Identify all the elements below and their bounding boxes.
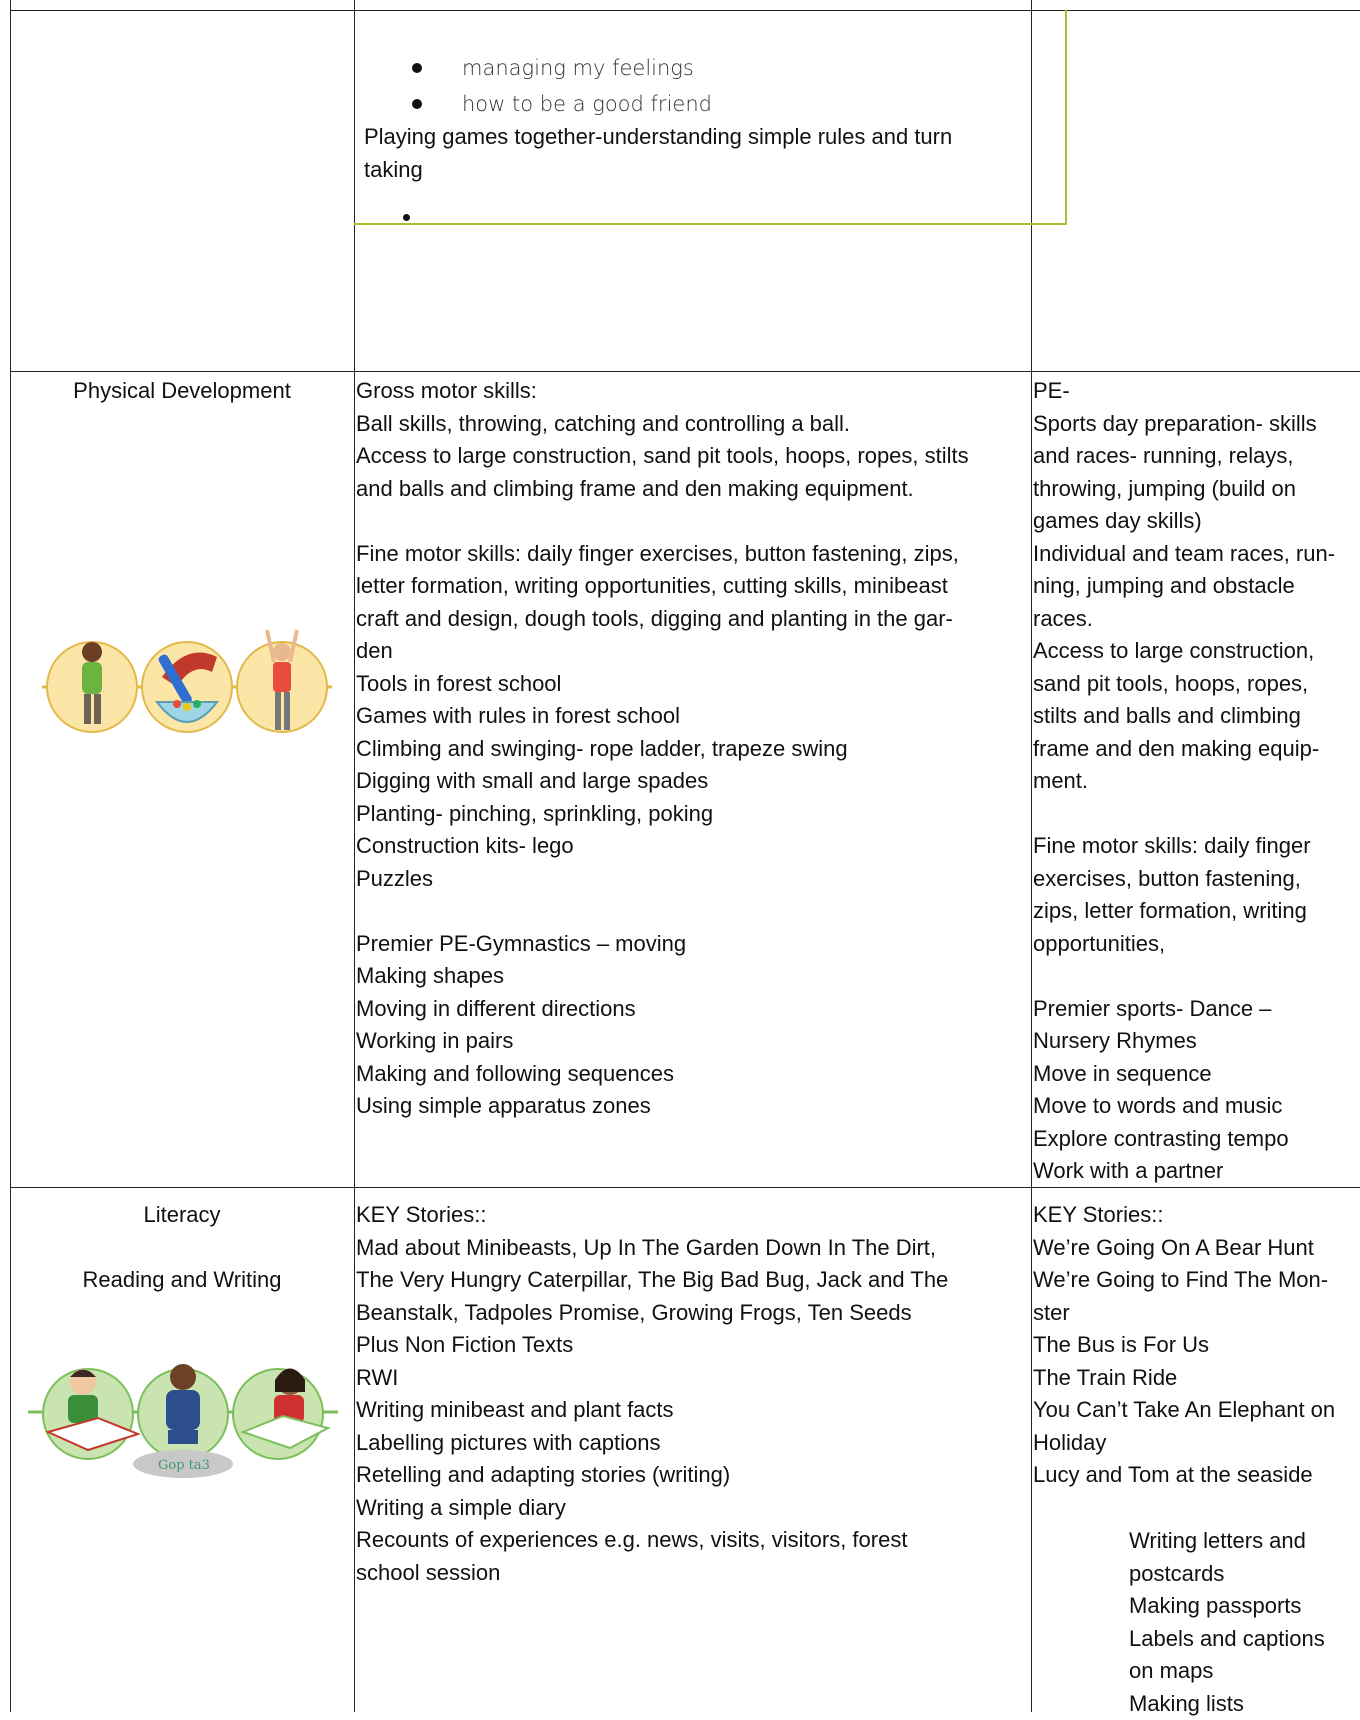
text-line bbox=[1033, 798, 1335, 831]
text-line: Labels and captions bbox=[1129, 1623, 1325, 1656]
literacy-col3-indented-list bbox=[1129, 1525, 1325, 1720]
empty-bullet-icon bbox=[403, 214, 410, 221]
list-item bbox=[412, 50, 712, 86]
physical-development-label: Physical Development bbox=[10, 375, 354, 408]
text-line: Games with rules in forest school bbox=[356, 700, 969, 733]
gross-motor-heading: Gross motor skills: bbox=[356, 375, 969, 408]
text-line: races. bbox=[1033, 603, 1335, 636]
bullet-icon bbox=[412, 99, 422, 109]
text-line: Writing minibeast and plant facts bbox=[356, 1394, 948, 1427]
text-line: taking bbox=[364, 154, 952, 187]
text-line: Access to large construction, sand pit tools, hoops, ropes, stilts bbox=[356, 440, 969, 473]
text-line: Beanstalk, Tadpoles Promise, Growing Frogs, Ten Seeds bbox=[356, 1297, 948, 1330]
text-line: Making shapes bbox=[356, 960, 969, 993]
text-line: Writing a simple diary bbox=[356, 1492, 948, 1525]
text-line: Mad about Minibeasts, Up In The Garden Down In The Dirt, bbox=[356, 1232, 948, 1265]
text-line: Ball skills, throwing, catching and controlling a ball. bbox=[356, 408, 969, 441]
bullet-icon bbox=[412, 63, 422, 73]
table-border-top bbox=[10, 10, 1360, 11]
text-line: Writing letters and bbox=[1129, 1525, 1325, 1558]
top-bullet-list bbox=[412, 50, 712, 122]
text-line: games day skills) bbox=[1033, 505, 1335, 538]
text-line: The Train Ride bbox=[1033, 1362, 1335, 1395]
physical-development-illustration bbox=[42, 622, 332, 752]
literacy-illustration bbox=[28, 1352, 338, 1492]
text-line: Holiday bbox=[1033, 1427, 1335, 1460]
reading-writing-label: Reading and Writing bbox=[10, 1264, 354, 1297]
text-line: Access to large construction, bbox=[1033, 635, 1335, 668]
text-line: Labelling pictures with captions bbox=[356, 1427, 948, 1460]
text-line: RWI bbox=[356, 1362, 948, 1395]
text-box-border-right bbox=[1065, 10, 1067, 225]
top-paragraph bbox=[364, 121, 952, 186]
text-line: Premier PE-Gymnastics – moving bbox=[356, 928, 969, 961]
text-line: Making and following sequences bbox=[356, 1058, 969, 1091]
text-line: ster bbox=[1033, 1297, 1335, 1330]
text-line: sand pit tools, hoops, ropes, bbox=[1033, 668, 1335, 701]
text-line: The Very Hungry Caterpillar, The Big Bad Bug, Jack and The bbox=[356, 1264, 948, 1297]
text-line: Nursery Rhymes bbox=[1033, 1025, 1335, 1058]
text-line: The Bus is For Us bbox=[1033, 1329, 1335, 1362]
text-line: Playing games together-understanding simple rules and turn bbox=[364, 121, 952, 154]
text-line: Digging with small and large spades bbox=[356, 765, 969, 798]
text-box-border-bottom bbox=[354, 223, 1067, 225]
text-line: We’re Going On A Bear Hunt bbox=[1033, 1232, 1335, 1265]
text-line: Tools in forest school bbox=[356, 668, 969, 701]
table-border-left bbox=[10, 0, 11, 1712]
text-line: PE- bbox=[1033, 375, 1335, 408]
text-line: and races- running, relays, bbox=[1033, 440, 1335, 473]
text-line: and balls and climbing frame and den making equipment. bbox=[356, 473, 969, 506]
text-line bbox=[356, 505, 969, 538]
text-line: KEY Stories:: bbox=[356, 1199, 948, 1232]
text-line: Move to words and music bbox=[1033, 1090, 1335, 1123]
text-line: frame and den making equip- bbox=[1033, 733, 1335, 766]
text-line: Moving in different directions bbox=[356, 993, 969, 1026]
text-line: postcards bbox=[1129, 1558, 1325, 1591]
text-line: Using simple apparatus zones bbox=[356, 1090, 969, 1123]
bullet-text: how to be a good friend bbox=[462, 88, 712, 121]
literacy-label: Literacy bbox=[10, 1199, 354, 1232]
text-line: opportunities, bbox=[1033, 928, 1335, 961]
text-line: Lucy and Tom at the seaside bbox=[1033, 1459, 1335, 1492]
text-line: Individual and team races, run- bbox=[1033, 538, 1335, 571]
text-line: stilts and balls and climbing bbox=[1033, 700, 1335, 733]
text-line: Plus Non Fiction Texts bbox=[356, 1329, 948, 1362]
table-border-col2 bbox=[354, 0, 355, 1712]
text-line bbox=[356, 895, 969, 928]
text-line: Climbing and swinging- rope ladder, trapeze swing bbox=[356, 733, 969, 766]
text-line: den bbox=[356, 635, 969, 668]
text-line: Making lists bbox=[1129, 1688, 1325, 1720]
text-line: Premier sports- Dance – bbox=[1033, 993, 1335, 1026]
text-line: throwing, jumping (build on bbox=[1033, 473, 1335, 506]
text-line: We’re Going to Find The Mon- bbox=[1033, 1264, 1335, 1297]
text-line: Explore contrasting tempo bbox=[1033, 1123, 1335, 1156]
physical-col3-text bbox=[1033, 375, 1335, 1188]
text-line: Recounts of experiences e.g. news, visits, visitors, forest bbox=[356, 1524, 948, 1557]
text-line: Fine motor skills: daily finger exercises, button fastening, zips, bbox=[356, 538, 969, 571]
physical-col2-lines bbox=[356, 408, 969, 1123]
text-line: Work with a partner bbox=[1033, 1155, 1335, 1188]
text-line: on maps bbox=[1129, 1655, 1325, 1688]
list-item bbox=[412, 86, 712, 122]
board-text: Gop ta3 bbox=[158, 1458, 210, 1473]
table-border-col3 bbox=[1031, 0, 1032, 1712]
text-line: Retelling and adapting stories (writing) bbox=[356, 1459, 948, 1492]
text-line: Sports day preparation- skills bbox=[1033, 408, 1335, 441]
literacy-col2-text bbox=[356, 1199, 948, 1589]
text-line: school session bbox=[356, 1557, 948, 1590]
text-line: craft and design, dough tools, digging and planting in the gar- bbox=[356, 603, 969, 636]
text-line: Making passports bbox=[1129, 1590, 1325, 1623]
text-line: Puzzles bbox=[356, 863, 969, 896]
text-line: Construction kits- lego bbox=[356, 830, 969, 863]
text-line: exercises, button fastening, bbox=[1033, 863, 1335, 896]
text-line: Move in sequence bbox=[1033, 1058, 1335, 1091]
table-row-divider-1 bbox=[10, 371, 1360, 372]
text-line bbox=[1033, 960, 1335, 993]
text-line: letter formation, writing opportunities, cutting skills, minibeast bbox=[356, 570, 969, 603]
text-line: You Can’t Take An Elephant on bbox=[1033, 1394, 1335, 1427]
text-line: ment. bbox=[1033, 765, 1335, 798]
bullet-text: managing my feelings bbox=[462, 52, 694, 85]
text-line: KEY Stories:: bbox=[1033, 1199, 1335, 1232]
text-line: Planting- pinching, sprinkling, poking bbox=[356, 798, 969, 831]
text-line: Working in pairs bbox=[356, 1025, 969, 1058]
text-line: Fine motor skills: daily finger bbox=[1033, 830, 1335, 863]
text-line: zips, letter formation, writing bbox=[1033, 895, 1335, 928]
text-line: ning, jumping and obstacle bbox=[1033, 570, 1335, 603]
literacy-col3-text bbox=[1033, 1199, 1335, 1492]
physical-col2-text bbox=[356, 375, 969, 1123]
